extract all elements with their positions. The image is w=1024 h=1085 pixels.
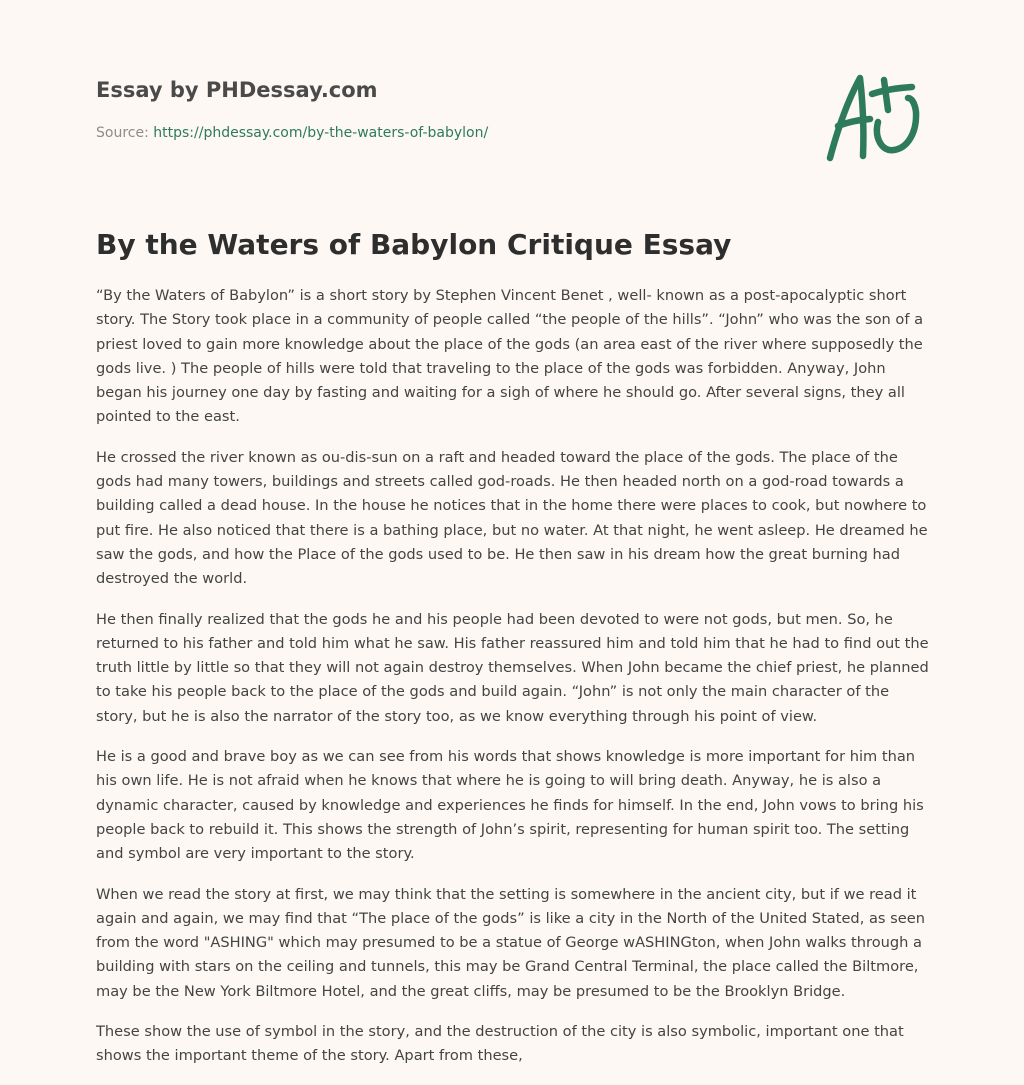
source-link[interactable]: https://phdessay.com/by-the-waters-of-babylon/ [153,125,489,141]
paragraph: “By the Waters of Babylon” is a short story by Stephen Vincent Benet , well- known as a post-apocalyptic short story. The Story took place in a community of people called “the people of the hills”. “John” who was the son of a priest loved to gain more knowledge about the place of the gods (an area east of the river where supposedly the gods live. ) The people of hills were told that traveling to the place of the gods was forbidden. Anyway, John began his journey one day by fasting and waiting for a sigh of where he should go. After several signs, they all pointed to the east. [96,287,924,426]
page-header [96,76,796,143]
a-plus-grade-icon [820,66,930,166]
paragraph: He is a good and brave boy as we can see from his words that shows knowledge is more important for him than his own life. He is not afraid when he knows that where he is going to will bring death. Anyway, he is also a dynamic character, caused by knowledge and experiences he finds for himself. In the end, John vows to bring his people back to rebuild it. This shows the strength of John’s spirit, representing for human spirit too. The setting and symbol are very important to the story. [96,748,924,863]
paragraph: These show the use of symbol in the story, and the destruction of the city is also symbolic, important one that shows the important theme of the story. Apart from these, [96,1023,904,1065]
paragraph: When we read the story at first, we may think that the setting is somewhere in the ancient city, but if we read it again and again, we may find that “The place of the gods” is like a city in the North of the United Stated, as seen from the word "ASHING" which may presumed to be a statue of George wASHINGton, when John walks through a building with stars on the ceiling and tunnels, this may be Grand Central Terminal, the place called the Biltmore, may be the New York Biltmore Hotel, and the great cliffs, may be presumed to be the Brooklyn Bridge. [96,885,925,1000]
essay-body [96,284,930,1085]
paragraph: He crossed the river known as ou-dis-sun on a raft and headed toward the place of the gods. The place of the gods had many towers, buildings and streets called god-roads. He then headed north on a god-road towards a building called a dead house. In the house he notices that in the home there were places to cook, but nowhere to put fire. He also noticed that there is a bathing place, but no water. At that night, he went asleep. He dreamed he saw the gods, and how the Place of the gods used to be. He then saw in his dream how the great burning had destroyed the world. [96,448,928,588]
source-label: Source: [96,125,154,141]
essay-title: By the Waters of Babylon Critique Essay [96,228,732,261]
paragraph: He then finally realized that the gods he and his people had been devoted to were not gods, but men. So, he returned to his father and told him what he saw. His father reassured him and told him that he had to find out the truth little by little so that they will not again destroy themselves. When John became the chief priest, he planned to take his people back to the place of the gods and build again. “John” is not only the main character of the story, but he is also the narrator of the story too, as we know everything through his point of view. [96,610,929,725]
source-line [96,123,796,143]
site-brand: Essay by PHDessay.com [96,78,378,102]
